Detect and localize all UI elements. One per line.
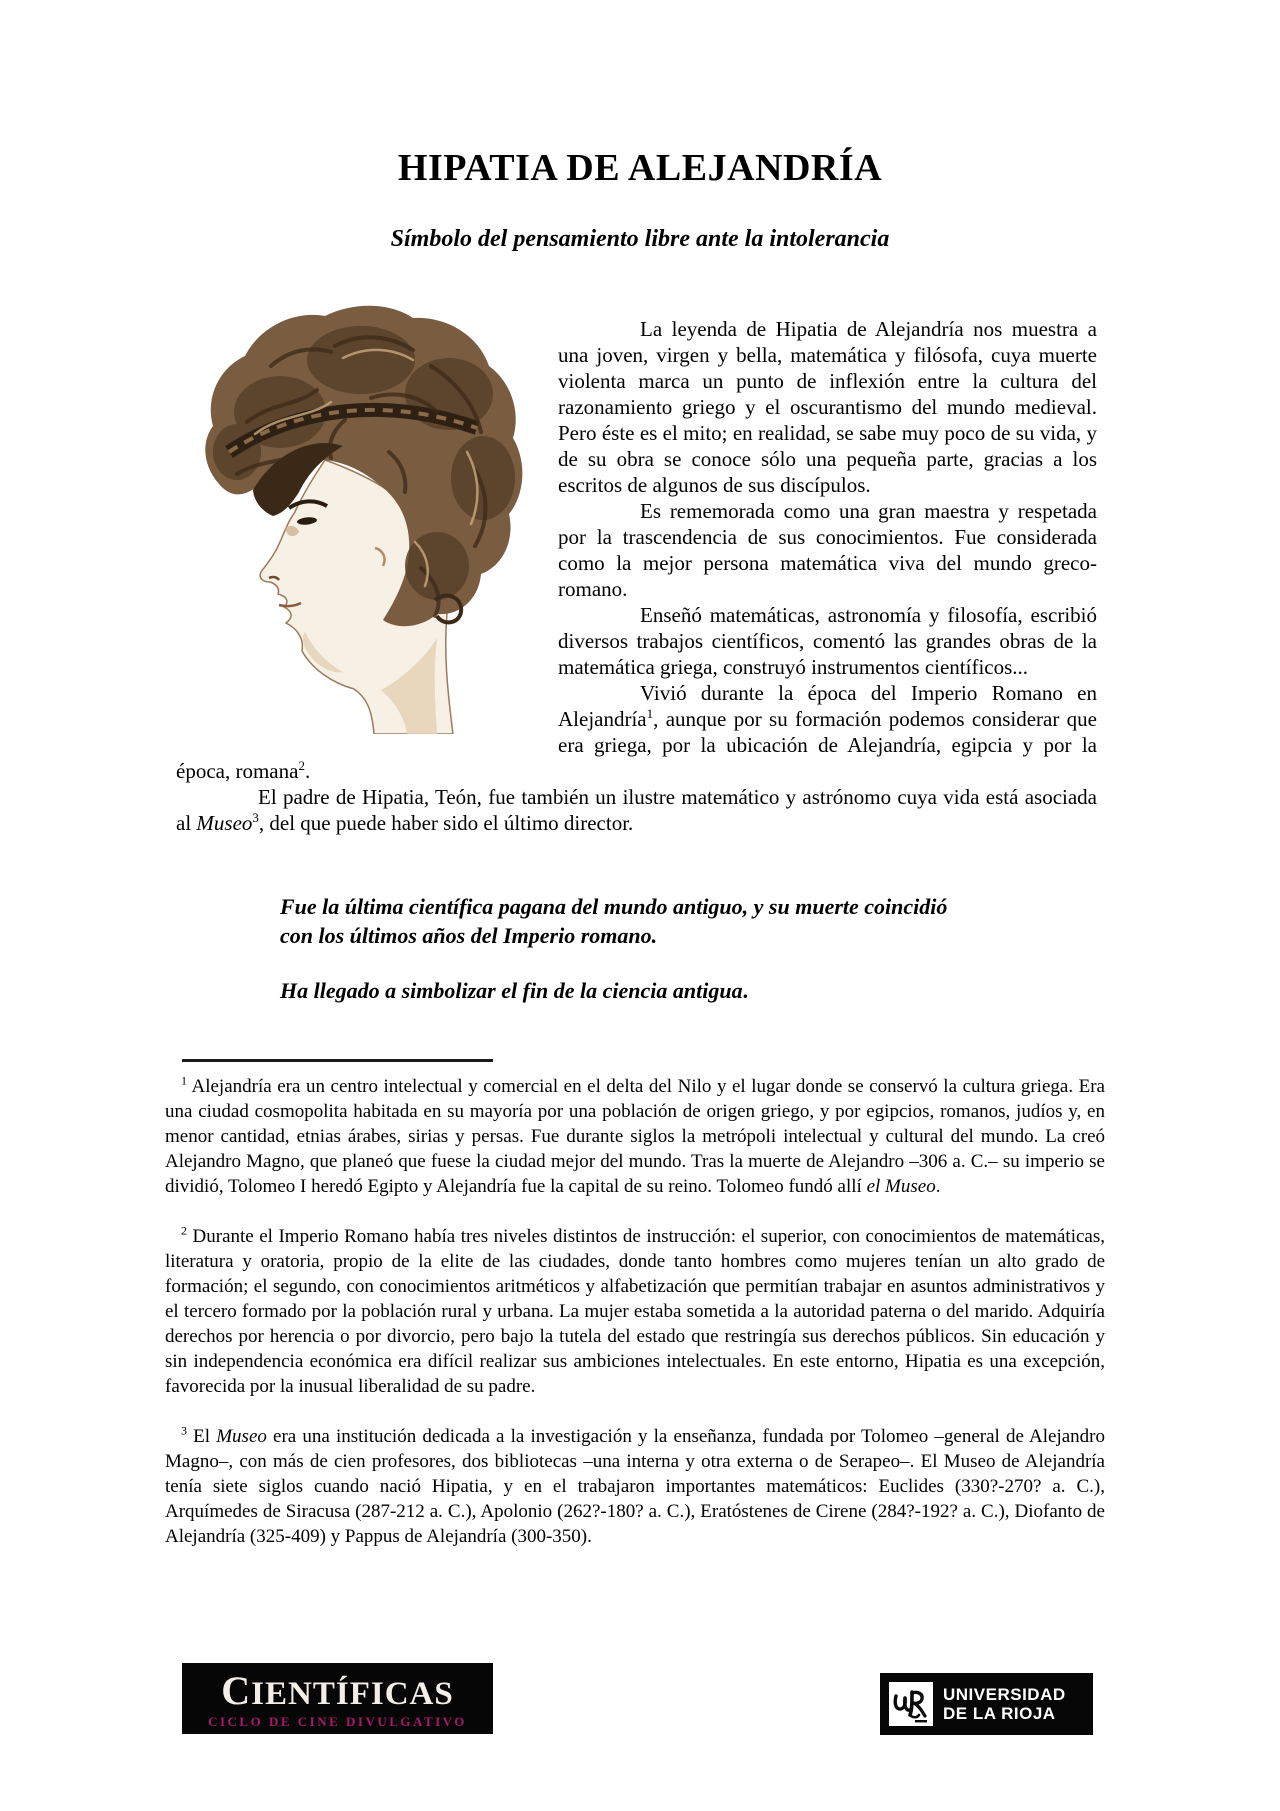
ur-monogram-icon (889, 1682, 933, 1726)
footnote-separator (182, 1059, 493, 1062)
paragraph-padre (176, 784, 1097, 836)
paragraph-padre-text-2: , del que puede haber sido el último director. (258, 811, 634, 836)
footnote-1-text: Alejandría era un centro intelectual y comercial en el delta del Nilo y el lugar donde se conservó la cultura griega. Era una ciudad cosmopolita habitada en su mayoría por una población de origen griego, y por egipcios, romanos, judíos y, en menor cantidad, etnias árabes, sirias y persas. Fue durante siglos la metrópoli intelectual y cultural del mundo. La creó Alejandro Magno, que planeó que fuese la ciudad mejor del mundo. Tras la muerte de Alejandro –306 a. C.– su imperio se dividió, Tolomeo I heredó Egipto y Alejandría fue la capital de su reino. Tolomeo fundó allí (165, 1076, 1105, 1198)
universidad-logo-text (943, 1685, 1066, 1723)
quote-ultima-cientifica (280, 892, 1060, 950)
footnote-1-marker: 1 (181, 1073, 187, 1088)
paragraph-padre-text: El padre de Hipatia, Teón, fue también un ilustre matemático y astrónomo cuya vida está asociada al (176, 785, 1097, 836)
footnote-3-text-2: era una institución dedicada a la investigación y la enseñanza, fundada por Tolomeo –general de Alejandro Magno–, con más de cien profesores, dos bibliotecas –una interna y otra externa o de Serapeo–. El Museo de Alejandría tenía siete siglos cuando nació Hipatia, y en el trabajaron importantes matemáticos: Euclides (330?-270? a. C.), Arquímedes de Siracusa (287-212 a. C.), Apolonio (262?-180? a. C.), Eratóstenes de Cirene (284?-192? a. C.), Diofanto de Alejandría (325-409) y Pappus de Alejandría (300-350). (165, 1426, 1106, 1548)
cientificas-logo-title: CIENTÍFICAS (221, 1668, 454, 1713)
universidad-la-rioja-logo (880, 1673, 1093, 1735)
footnote-2 (165, 1224, 1105, 1399)
universidad-logo-line1: UNIVERSIDAD (943, 1685, 1066, 1704)
footnote-1-italic: el Museo (866, 1176, 936, 1198)
article-body (165, 316, 1106, 1549)
footnote-3-marker: 3 (181, 1423, 187, 1438)
cientificas-logo-subtitle: CICLO DE CINE DIVULGATIVO (208, 1714, 467, 1729)
footnote-ref-1: 1 (646, 706, 654, 722)
footnote-ref-2: 2 (298, 758, 305, 774)
cientificas-logo (182, 1663, 493, 1734)
quote-line-2: con los últimos años del Imperio romano. (280, 923, 658, 949)
footnotes-section (165, 1074, 1105, 1549)
paragraph-vivio-text: Vivió durante la época del Imperio Romano en Alejandría (558, 681, 1097, 732)
footnote-3 (165, 1424, 1105, 1549)
paragraph-leyenda-text: La leyenda de Hipatia de Alejandría nos muestra a una joven, virgen y bella, matemática y filósofa, cuya muerte violenta marca un punto de inflexión entre la cultura del razonamiento griego y el oscurantismo del mundo medieval. Pero éste es el mito; en realidad, se sabe muy poco de su vida, y de su obra se conoce sólo una pequeña parte, gracias a los escritos de algunos de sus discípulos. (558, 317, 1097, 498)
paragraph-vivio-period: . (304, 759, 311, 784)
paragraph-enseno-text: Enseñó matemáticas, astronomía y filosofía, escribió diversos trabajos científicos, comentó las grandes obras de la matemática griega, construyó instrumentos científicos... (558, 603, 1097, 680)
footnote-2-text: Durante el Imperio Romano había tres niveles distintos de instrucción: el superior, con conocimientos de matemáticas, literatura y oratoria, propio de la elite de las ciudades, donde tanto hombres como mujeres tenían un alto grado de formación; el segundo, con conocimientos aritméticos y alfabetización que permitían trabajar en asuntos administrativos y el tercero formado por la población rural y urbana. La mujer estaba sometida a la autoridad paterna o del marido. Adquiría derechos por herencia o por divorcio, pero bajo la tutela del estado que restringía sus derechos públicos. Sin educación y sin independencia económica era difícil realizar sus ambiciones intelectuales. En este entorno, Hipatia es una excepción, favorecida por la inusual liberalidad de su padre. (165, 1226, 1106, 1398)
quote-line-1: Fue la última científica pagana del mundo antiguo, y su muerte coincidió (280, 894, 948, 920)
page-subtitle: Símbolo del pensamiento libre ante la intolerancia (390, 225, 890, 252)
paragraph-rememorada-text: Es rememorada como una gran maestra y respetada por la trascendencia de sus conocimientos. Fue considerada como la mejor persona matemática viva del mundo greco-romano. (558, 499, 1097, 602)
footnote-2-marker: 2 (181, 1223, 187, 1238)
footnote-1 (165, 1074, 1105, 1199)
page-title: HIPATIA DE ALEJANDRÍA (397, 147, 883, 189)
footnote-1-period: . (935, 1176, 941, 1198)
museo-italic: Museo (196, 811, 253, 836)
footnote-3-text: El (193, 1426, 217, 1448)
quote-simbolizar-period: . (742, 978, 749, 1004)
footnote-ref-3: 3 (252, 810, 259, 826)
hypatia-portrait-image (185, 302, 530, 734)
footnote-3-italic: Museo (216, 1426, 267, 1448)
quote-simbolizar-text: Ha llegado a simbolizar el fin de la ciencia antigua (280, 978, 743, 1004)
quote-simbolizar (280, 976, 1060, 1005)
paragraph-vivio-text-2: , aunque por su formación podemos considerar que era griega, por la ubicación de Alejandría, egipcia y por la época, romana (176, 707, 1097, 784)
universidad-logo-line2: DE LA RIOJA (943, 1704, 1056, 1723)
